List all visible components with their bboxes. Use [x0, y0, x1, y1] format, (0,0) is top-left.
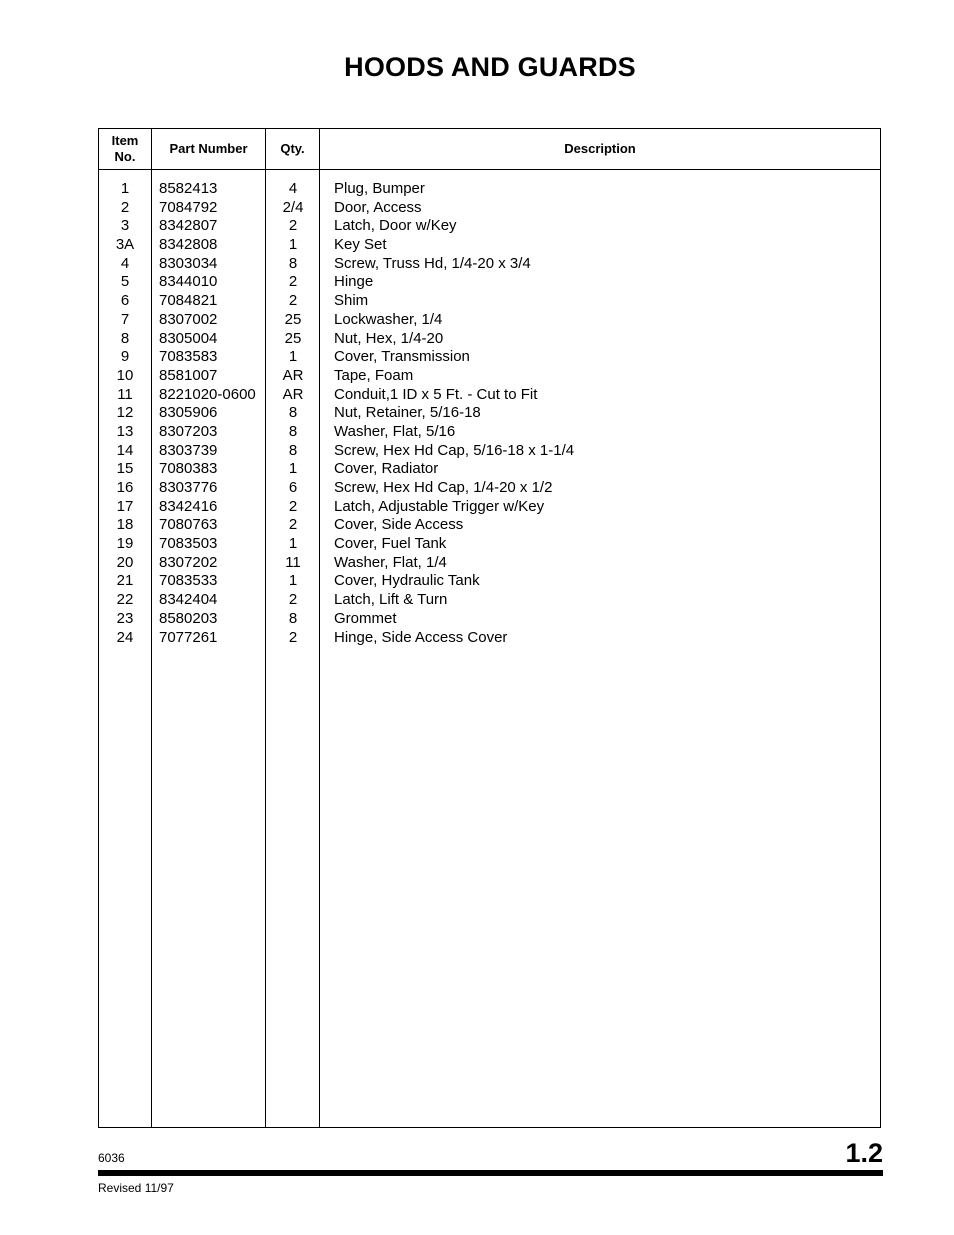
part-number: 7080763 [159, 516, 218, 534]
footer-rule [98, 1170, 883, 1176]
table-row [99, 591, 880, 610]
item-number: 3 [120, 217, 130, 235]
part-number: 7083503 [159, 535, 218, 553]
description: Screw, Hex Hd Cap, 5/16-18 x 1-1/4 [334, 441, 575, 459]
description: Screw, Hex Hd Cap, 1/4-20 x 1/2 [334, 479, 553, 496]
table-row [99, 442, 880, 461]
description: Hinge [334, 273, 374, 291]
item-number: 9 [120, 348, 130, 366]
quantity: 1 [288, 348, 298, 366]
header-qty: Qty. [280, 141, 305, 156]
description: Washer, Flat, 1/4 [334, 553, 447, 571]
part-number: 8307202 [159, 553, 218, 571]
quantity: 25 [284, 329, 302, 347]
item-number: 3A [115, 236, 135, 254]
table-row [99, 292, 880, 311]
item-number: 12 [116, 404, 134, 422]
part-number: 7083583 [159, 348, 218, 366]
description: Latch, Door w/Key [334, 217, 457, 235]
document-number: 6036 [98, 1151, 125, 1165]
part-number: 8303776 [159, 479, 218, 496]
item-number: 5 [120, 273, 130, 291]
table-row [99, 180, 880, 199]
table-row [99, 330, 880, 349]
item-number: 22 [116, 591, 134, 609]
table-row [99, 199, 880, 218]
quantity: AR [282, 366, 304, 384]
item-number: 4 [120, 254, 130, 272]
table-row [99, 535, 880, 554]
quantity: 6 [288, 479, 298, 496]
page-number: 1.2 [845, 1138, 883, 1168]
table-row [99, 460, 880, 479]
part-number: 8307203 [159, 422, 218, 440]
quantity: 2 [288, 217, 298, 235]
description: Nut, Retainer, 5/16-18 [334, 404, 481, 422]
part-number: 8303739 [159, 441, 218, 459]
item-number: 23 [116, 609, 134, 627]
quantity: 2 [288, 591, 298, 609]
part-number: 7080383 [159, 460, 218, 478]
item-number: 14 [116, 441, 134, 459]
part-number: 8307002 [159, 310, 218, 328]
part-number: 7084821 [159, 292, 218, 310]
item-number: 1 [120, 180, 130, 197]
description: Key Set [334, 236, 387, 254]
header-description: Description [564, 141, 636, 156]
table-row [99, 217, 880, 236]
item-number: 16 [116, 479, 134, 496]
part-number: 8581007 [159, 366, 218, 384]
item-number: 10 [116, 366, 134, 384]
part-number: 8582413 [159, 180, 218, 197]
table-row [99, 404, 880, 423]
description: Tape, Foam [334, 366, 414, 384]
part-number: 8344010 [159, 273, 218, 291]
item-number: 2 [120, 198, 130, 216]
description: Screw, Truss Hd, 1/4-20 x 3/4 [334, 254, 531, 272]
parts-list [99, 180, 880, 647]
part-number: 8580203 [159, 609, 218, 627]
description: Hinge, Side Access Cover [334, 628, 508, 646]
header-item-no [99, 129, 151, 169]
part-number: 8342808 [159, 236, 218, 254]
quantity: 1 [288, 460, 298, 478]
description: Grommet [334, 609, 397, 627]
table-row [99, 554, 880, 573]
table-row [99, 516, 880, 535]
quantity: AR [282, 385, 304, 403]
quantity: 1 [288, 236, 298, 254]
header-part-number: Part Number [169, 141, 248, 156]
table-row [99, 348, 880, 367]
item-number: 20 [116, 553, 134, 571]
table-row [99, 236, 880, 255]
description: Cover, Radiator [334, 460, 439, 478]
description: Latch, Adjustable Trigger w/Key [334, 497, 545, 515]
item-number: 7 [120, 310, 130, 328]
description: Cover, Hydraulic Tank [334, 572, 480, 590]
description: Cover, Transmission [334, 348, 470, 366]
item-number: 15 [116, 460, 134, 478]
description: Nut, Hex, 1/4-20 [334, 329, 444, 347]
quantity: 11 [285, 553, 301, 571]
table-row [99, 610, 880, 629]
table-row [99, 572, 880, 591]
item-number: 6 [120, 292, 130, 310]
quantity: 8 [288, 422, 298, 440]
quantity: 25 [284, 310, 302, 328]
part-number: 7077261 [159, 628, 218, 646]
quantity: 2 [288, 497, 298, 515]
item-number: 11 [117, 385, 133, 403]
table-row [99, 311, 880, 330]
table-row [99, 479, 880, 498]
page-title: HOODS AND GUARDS [344, 52, 636, 82]
header-divider [99, 169, 880, 170]
quantity: 8 [288, 254, 298, 272]
item-number: 17 [116, 497, 134, 515]
quantity: 2 [288, 273, 298, 291]
quantity: 1 [288, 572, 298, 590]
description: Cover, Fuel Tank [334, 535, 447, 553]
table-row [99, 629, 880, 648]
table-row [99, 423, 880, 442]
item-number: 24 [116, 628, 134, 646]
item-number: 18 [116, 516, 134, 534]
description: Lockwasher, 1/4 [334, 310, 443, 328]
part-number: 8221020-0600 [159, 385, 256, 403]
description: Shim [334, 292, 369, 310]
quantity: 2 [288, 292, 298, 310]
item-number: 13 [116, 422, 134, 440]
part-number: 8342404 [159, 591, 218, 609]
quantity: 4 [288, 180, 298, 197]
table-row [99, 367, 880, 386]
description: Latch, Lift & Turn [334, 591, 448, 609]
quantity: 1 [288, 535, 298, 553]
part-number: 8342807 [159, 217, 218, 235]
part-number: 7084792 [159, 198, 218, 216]
description: Plug, Bumper [334, 180, 425, 197]
header-item-no-label: Item No. [111, 133, 139, 164]
part-number: 7083533 [159, 572, 218, 590]
description: Conduit,1 ID x 5 Ft. - Cut to Fit [334, 385, 538, 403]
description: Door, Access [334, 198, 422, 216]
quantity: 8 [288, 441, 298, 459]
quantity: 2 [288, 516, 298, 534]
item-number: 19 [116, 535, 134, 553]
part-number: 8305906 [159, 404, 218, 422]
table-row [99, 498, 880, 517]
quantity: 8 [288, 404, 298, 422]
part-number: 8303034 [159, 254, 218, 272]
quantity: 2 [288, 628, 298, 646]
parts-table [98, 128, 881, 1128]
table-row [99, 273, 880, 292]
description: Washer, Flat, 5/16 [334, 422, 456, 440]
part-number: 8305004 [159, 329, 218, 347]
quantity: 2/4 [282, 198, 304, 216]
item-number: 8 [120, 329, 130, 347]
item-number: 21 [116, 572, 134, 590]
description: Cover, Side Access [334, 516, 464, 534]
quantity: 8 [288, 609, 298, 627]
part-number: 8342416 [159, 497, 218, 515]
revision-date: Revised 11/97 [98, 1181, 174, 1195]
table-row [99, 255, 880, 274]
table-row [99, 386, 880, 405]
